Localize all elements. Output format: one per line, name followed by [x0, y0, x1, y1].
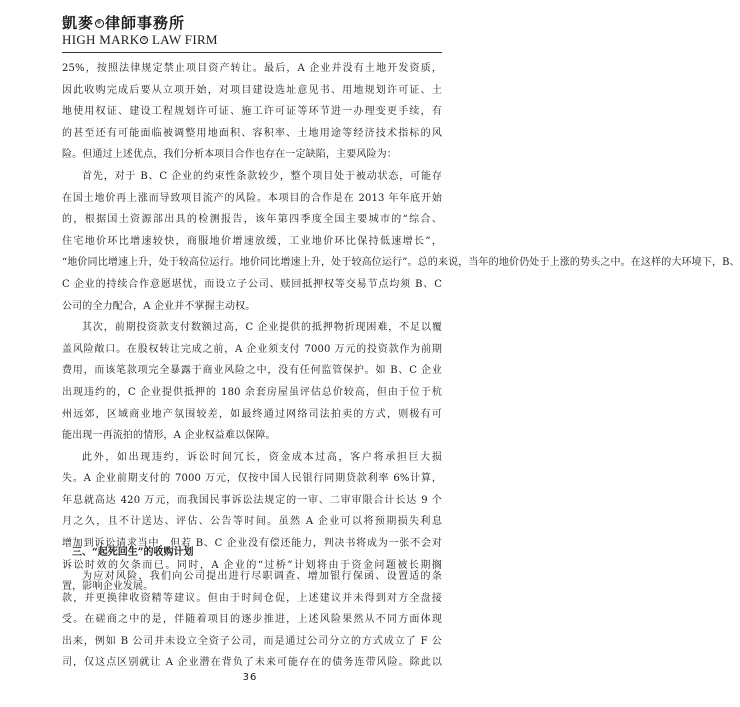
text-line: 增加到诉讼请求当中，但若 B、C 企业没有偿还能力，判决书将成为一张不会对	[62, 538, 442, 550]
text-line: 出来，例如 B 公司并未设立全资子公司，而是通过公司分立的方式成立了 F 公	[62, 635, 442, 647]
text-line: C 企业的持续合作意愿堪忧，而设立子公司、赎回抵押权等交易节点均须 B、C	[62, 278, 442, 290]
text-line: 受。在磋商之中的是，伴随着项目的逐步推进，上述风险果然从不同方面体现	[62, 614, 442, 626]
firm-name-cn-part-2: 律師事務所	[105, 14, 186, 32]
text-line: 此外，如出现违约，诉讼时间冗长，资金成本过高，客户将承担巨大损	[82, 451, 442, 463]
text-line: 盖风险敞口。在股权转让完成之前，A 企业须支付 7000 万元的投资款作为前期	[62, 343, 442, 355]
text-line: 公司的全力配合，A 企业并不掌握主动权。	[62, 300, 256, 312]
text-line: “地价同比增速上升，处于较高位运行。地价同比增速上升，处于较高位运行”。总的来说，当年的地价仍处于上涨的势头之中。在这样的大环境下，B、	[62, 257, 740, 269]
text-line: 置，影响企业发展。	[62, 581, 154, 593]
registered-mark-icon: ®	[96, 19, 103, 26]
text-line: 首先，对于 B、C 企业的约束性条款较少，整个项目处于被动状态，可能存	[82, 170, 442, 182]
section-heading: 三、“起死回生”的收购计划	[72, 547, 194, 558]
text-line: 住宅地价环比增速较快，商服地价增速放缓，工业地价环比保持低速增长”，	[62, 235, 442, 247]
text-line: 年息就高达 420 万元，而我国民事诉讼法规定的一审、二审审限合计长达 9 个	[62, 494, 442, 506]
page-number: 36	[242, 672, 258, 683]
body-text-block-2	[62, 566, 442, 674]
text-line: 因此收购完成后要从立项开始，对项目建设选址意见书、用地规划许可证、土	[62, 84, 442, 96]
text-line: 地使用权证、建设工程规划许可证、施工许可证等环节进一办理变更手续，有	[62, 106, 442, 118]
text-line: 失。A 企业前期支付的 7000 万元，仅按中国人民银行同期贷款利率 6%计算，	[62, 473, 442, 485]
firm-name-cn-part-1: 凱麥	[62, 14, 95, 32]
firm-name-en-part-1: HIGH MARK	[62, 32, 140, 47]
text-line: 的甚至还有可能面临被调整用地面积、容积率、土地用途等经济技术指标的风	[62, 127, 442, 139]
text-line: 出现违约的，C 企业提供抵押的 180 余套房屋虽评估总价较高，但由于位于杭	[62, 386, 442, 398]
text-line: 在国土地价再上涨而导致项目流产的风险。本项目的合作是在 2013 年年底开始	[62, 192, 442, 204]
text-line: 险。但通过上述优点，我们分析本项目合作也存在一定缺陷，主要风险为：	[62, 149, 397, 161]
text-line: 费用，而该笔款项完全暴露于商业风险之中，没有任何监管保护。如 B、C 企业	[62, 365, 442, 377]
firm-name-english	[62, 32, 222, 48]
text-line: 月之久，且不计送达、评估、公告等时间。虽然 A 企业可以将预期损失利息	[62, 516, 442, 528]
registered-mark-small-icon: ®	[142, 37, 147, 42]
text-line: 25%，按照法律规定禁止项目资产转让。最后，A 企业并没有土地开发资质，	[62, 63, 442, 74]
letterhead	[62, 14, 222, 48]
firm-name-en-part-2: LAW FIRM	[152, 32, 218, 47]
header-divider	[62, 52, 442, 53]
text-line: 的，根据国土资源部出具的检测报告，该年第四季度全国主要城市的“综合、	[62, 214, 442, 226]
text-line: 其次，前期投资款支付数额过高，C 企业提供的抵押物折现困难，不足以覆	[82, 322, 442, 334]
text-line: 诉讼时效的欠条而已。同时，A 企业的“过桥”计划将由于资金问题被长期搁	[62, 559, 442, 571]
text-line: 州远郊，区域商业地产氛围较差，如最终通过网络司法拍卖的方式，则极有可	[62, 408, 442, 420]
firm-name-chinese	[62, 14, 222, 32]
text-line: 为应对风险，我们向公司提出进行尽职调查、增加银行保函、设置适的条	[82, 571, 442, 582]
body-text-block	[62, 58, 740, 598]
text-line: 款，并更换律收资精等建议。但由于时间仓促，上述建议并未得到对方全盘接	[62, 592, 442, 604]
text-line: 能出现一再流拍的情形，A 企业权益难以保障。	[62, 430, 276, 442]
text-line: 司，仅这点区别就让 A 企业潜在背负了未来可能存在的债务连带风险。除此以	[62, 657, 442, 669]
